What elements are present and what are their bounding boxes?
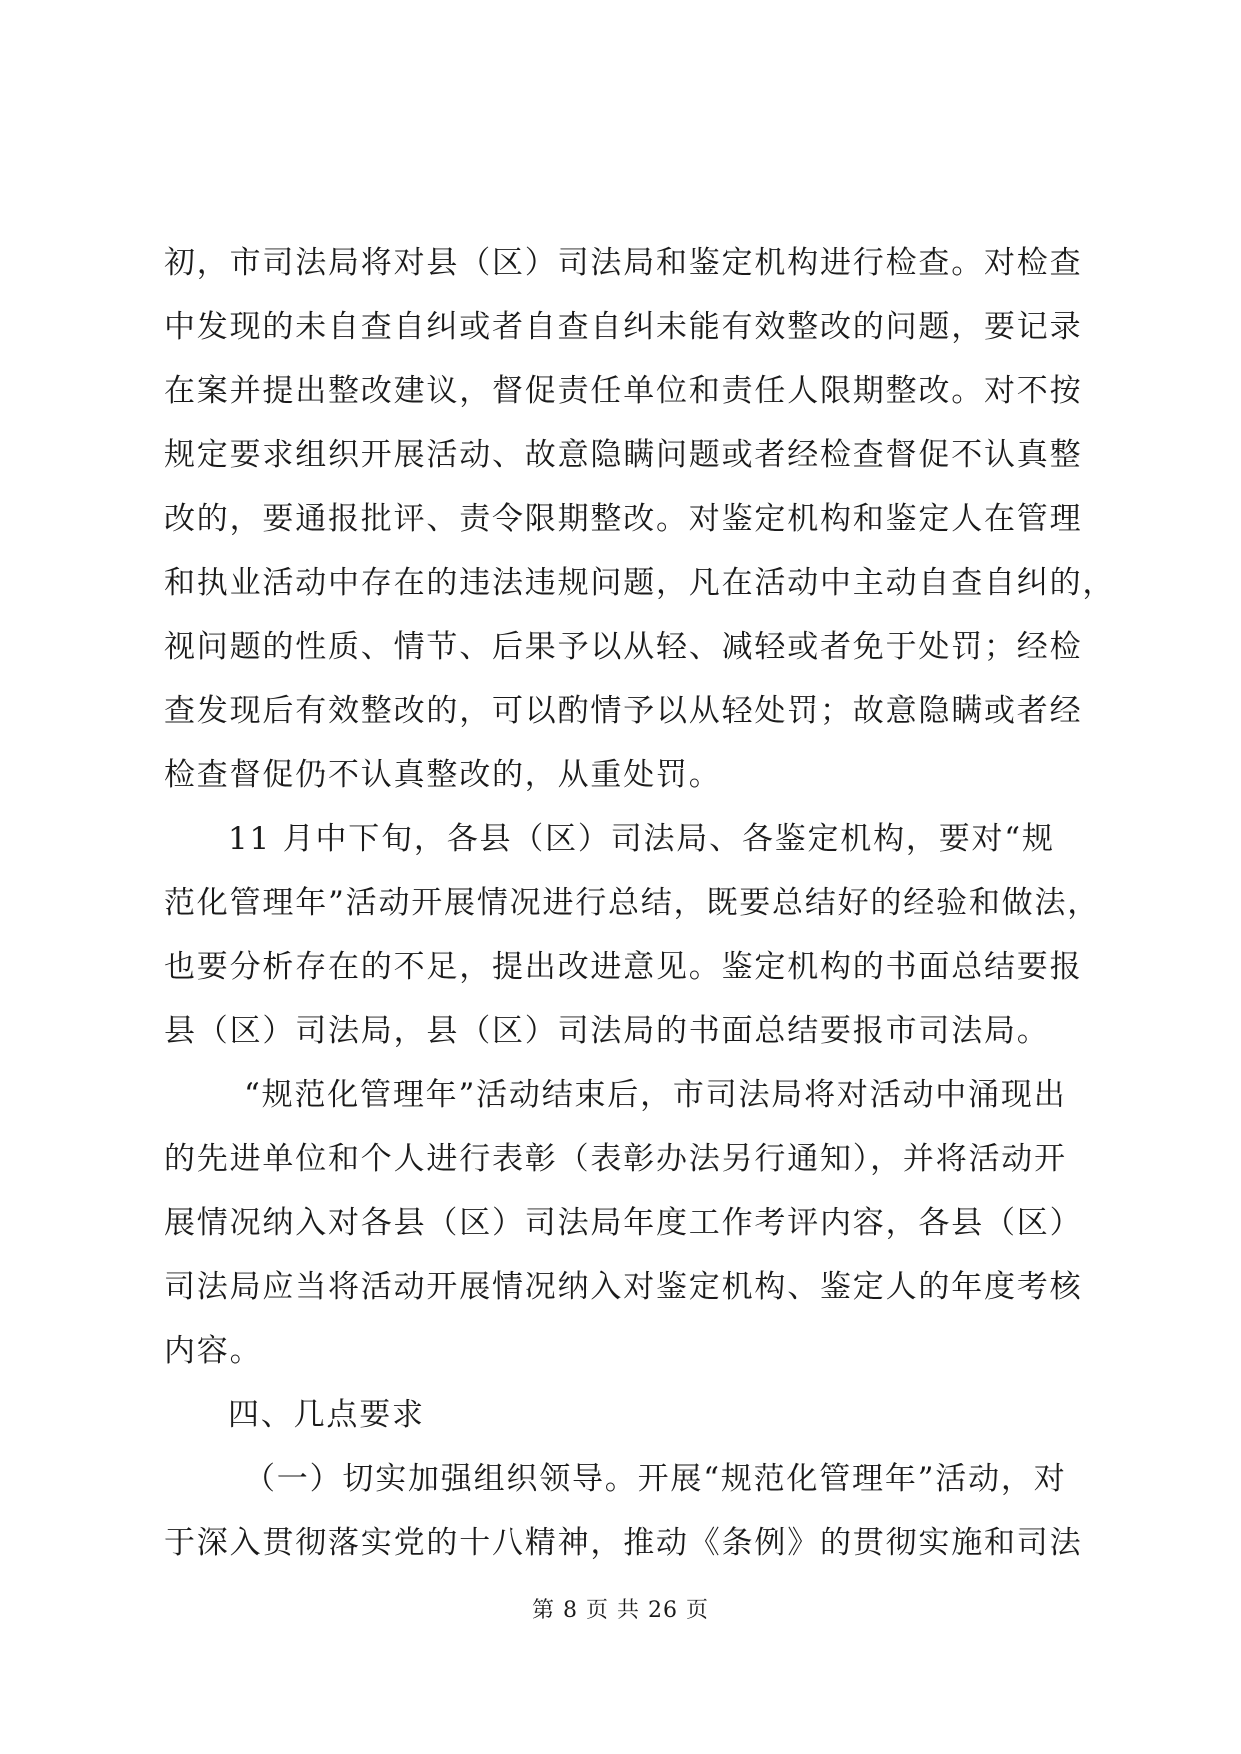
text-line: 和执业活动中存在的违法违规问题，凡在活动中主动自查自纠的，	[164, 565, 1116, 601]
text-line: 视问题的性质、情节、后果予以从轻、减轻或者免于处罚；经检	[164, 629, 1083, 665]
text-line: 于深入贯彻落实党的十八精神，推动《条例》的贯彻实施和司法	[164, 1525, 1083, 1561]
text-line: 规定要求组织开展活动、故意隐瞒问题或者经检查督促不认真整	[164, 437, 1083, 473]
section-heading: 四、几点要求	[228, 1397, 425, 1433]
paragraph-start-line: （一）切实加强组织领导。开展“规范化管理年”活动，对	[244, 1461, 1067, 1497]
text-line: 的先进单位和个人进行表彰（表彰办法另行通知），并将活动开	[164, 1141, 1067, 1177]
document-body	[164, 231, 1116, 1575]
text-line: 检查督促仍不认真整改的，从重处罚。	[164, 757, 722, 793]
paragraph-start-line: “规范化管理年”活动结束后，市司法局将对活动中涌现出	[244, 1077, 1067, 1113]
text-line: 司法局应当将活动开展情况纳入对鉴定机构、鉴定人的年度考核	[164, 1269, 1083, 1305]
text-line: 也要分析存在的不足，提出改进意见。鉴定机构的书面总结要报	[164, 949, 1083, 985]
page-number-footer: 第 8 页 共 26 页	[532, 1598, 709, 1623]
text-line: 县（区）司法局，县（区）司法局的书面总结要报市司法局。	[164, 1013, 1050, 1049]
text-line: 内容。	[164, 1333, 263, 1369]
paragraph-start-line: 11 月中下旬，各县（区）司法局、各鉴定机构，要对“规	[228, 821, 1055, 857]
text-line: 范化管理年”活动开展情况进行总结，既要总结好的经验和做法，	[164, 885, 1101, 921]
text-line: 展情况纳入对各县（区）司法局年度工作考评内容，各县（区）	[164, 1205, 1083, 1241]
text-line: 初，市司法局将对县（区）司法局和鉴定机构进行检查。对检查	[164, 245, 1083, 281]
text-line: 在案并提出整改建议，督促责任单位和责任人限期整改。对不按	[164, 373, 1083, 409]
text-line: 改的，要通报批评、责令限期整改。对鉴定机构和鉴定人在管理	[164, 501, 1083, 537]
text-line: 中发现的未自查自纠或者自查自纠未能有效整改的问题，要记录	[164, 309, 1083, 345]
text-line: 查发现后有效整改的，可以酌情予以从轻处罚；故意隐瞒或者经	[164, 693, 1083, 729]
